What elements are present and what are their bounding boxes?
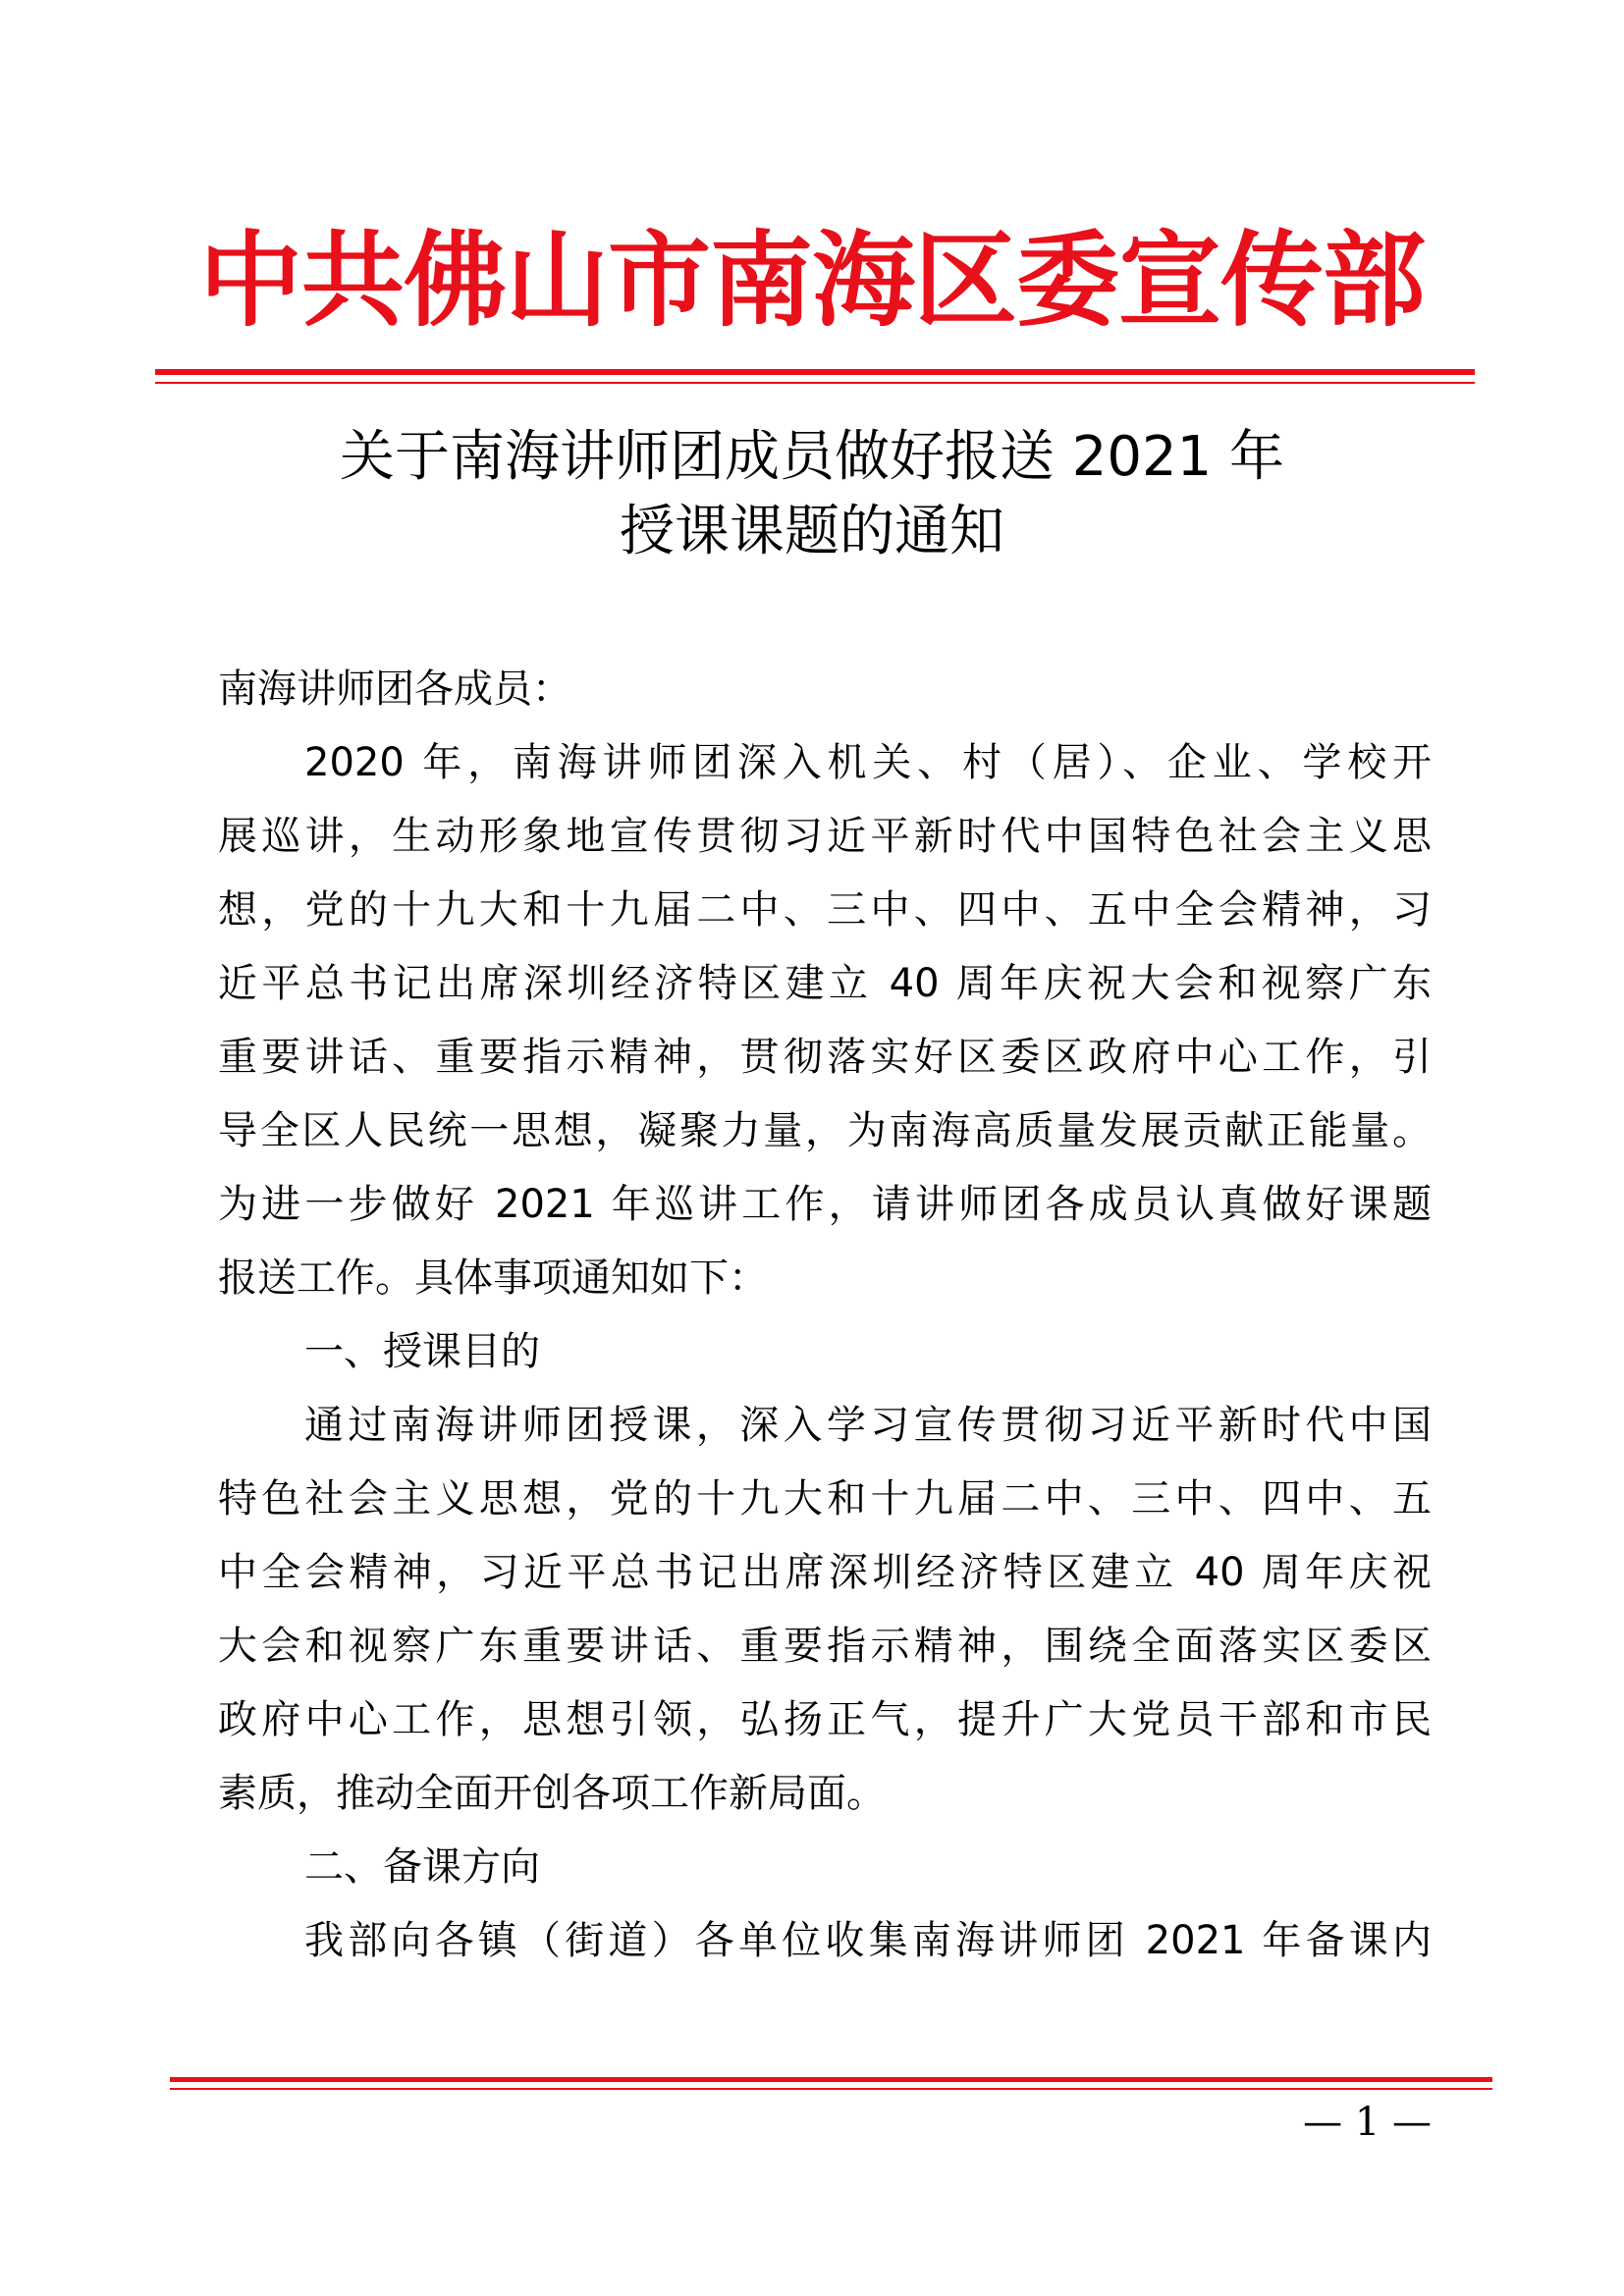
section-1-line: 通过南海讲师团授课，深入学习宣传贯彻习近平新时代中国 <box>304 1403 1432 1448</box>
document-title-line-2: 授课课题的通知 <box>620 500 1004 563</box>
section-1-heading: 一、授课目的 <box>304 1329 540 1374</box>
section-1-line: 政府中心工作，思想引领，弘扬正气，提升广大党员干部和市民 <box>218 1697 1432 1742</box>
intro-line: 为进一步做好 2021 年巡讲工作，请讲师团各成员认真做好课题 <box>218 1182 1432 1227</box>
masthead-rule-thick <box>155 369 1475 375</box>
section-1-line: 中全会精神，习近平总书记出席深圳经济特区建立 40 周年庆祝 <box>218 1550 1432 1595</box>
section-1-line-last: 素质，推动全面开创各项工作新局面。 <box>218 1771 886 1816</box>
intro-line: 近平总书记出席深圳经济特区建立 40 周年庆祝大会和视察广东 <box>218 961 1432 1006</box>
footer-rule-thick <box>170 2077 1492 2082</box>
intro-line: 想，党的十九大和十九届二中、三中、四中、五中全会精神，习 <box>218 887 1432 933</box>
page-number: — 1 — <box>1303 2100 1432 2145</box>
intro-line-last: 报送工作。具体事项通知如下： <box>218 1255 768 1301</box>
masthead-org-name: 中共佛山市南海区委宣传部 <box>198 219 1425 341</box>
intro-line: 2020 年，南海讲师团深入机关、村（居）、企业、学校开 <box>304 740 1432 785</box>
section-2-heading: 二、备课方向 <box>304 1844 540 1890</box>
section-1-line: 大会和视察广东重要讲话、重要指示精神，围绕全面落实区委区 <box>218 1624 1432 1669</box>
intro-line: 展巡讲，生动形象地宣传贯彻习近平新时代中国特色社会主义思 <box>218 814 1432 859</box>
salutation: 南海讲师团各成员： <box>218 667 571 712</box>
footer-rule-thin <box>170 2088 1492 2090</box>
document-title <box>147 420 1477 569</box>
section-1-line: 特色社会主义思想，党的十九大和十九届二中、三中、四中、五 <box>218 1476 1432 1522</box>
section-2-line: 我部向各镇（街道）各单位收集南海讲师团 2021 年备课内 <box>304 1918 1432 1963</box>
document-body <box>218 653 1432 1978</box>
intro-line: 重要讲话、重要指示精神，贯彻落实好区委区政府中心工作，引 <box>218 1035 1432 1080</box>
masthead-rule-thin <box>155 382 1475 384</box>
document-title-line-1: 关于南海讲师团成员做好报送 2021 年 <box>339 425 1285 489</box>
intro-line: 导全区人民统一思想，凝聚力量，为南海高质量发展贡献正能量。 <box>218 1108 1432 1153</box>
